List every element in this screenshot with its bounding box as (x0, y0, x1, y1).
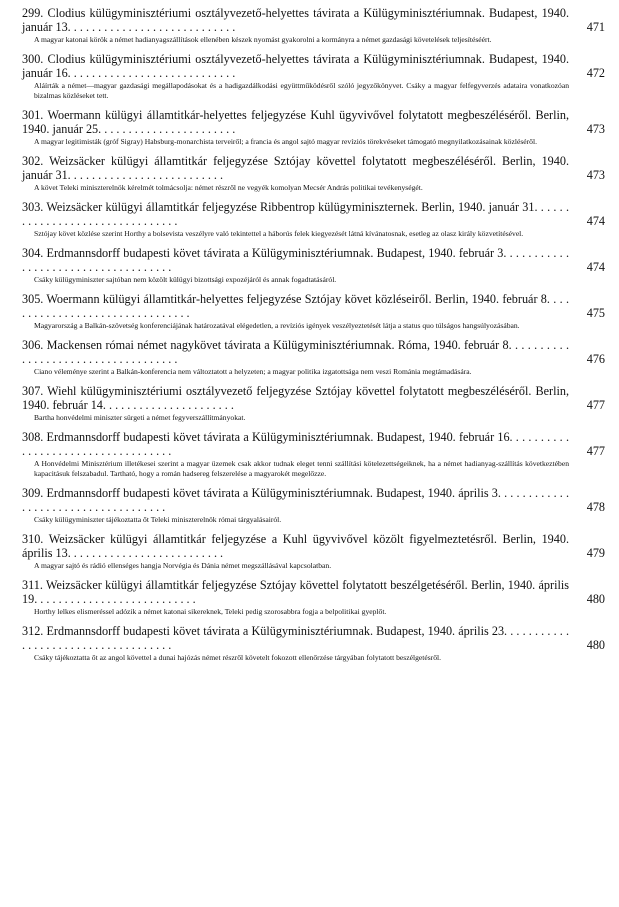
entry-page-number: 480 (586, 592, 605, 606)
entry-title: 311. Weizsäcker külügyi államtitkár feljegyzése Sztójay követtel folytatott beszélgetéséről. Berlin, 1940. április 19. . . . . . . . . . . . . . . . . . . . . . . . . . . (22, 578, 569, 606)
entry-heading (22, 532, 605, 560)
entry-summary: Csáky külügyminiszter tájékoztatta őt Teleki miniszterelnök római tárgyalásairól. (34, 515, 282, 524)
entry-page-number: 475 (586, 306, 605, 320)
entry-heading (22, 52, 605, 80)
entry-heading (22, 486, 605, 514)
entry-heading (22, 578, 605, 606)
entry-page-number: 480 (586, 638, 605, 652)
entry-title: 304. Erdmannsdorff budapesti követ távirata a Külügyminisztériumnak. Budapest, 1940. február 3. . . . . . . . . . . . . . . . . . . . . . . . . . . . . . . . . . . . (22, 246, 569, 274)
entry-heading (22, 338, 605, 366)
entry-summary: A magyar sajtó és rádió ellenséges hangja Norvégia és Dánia német megszállásával kapcsolatban. (34, 561, 332, 570)
entry-title: 308. Erdmannsdorff budapesti követ távirata a Külügyminisztériumnak. Budapest, 1940. február 16. . . . . . . . . . . . . . . . . . . . . . . . . . . . . . . . . . . (22, 430, 569, 458)
entry-page-number: 474 (586, 260, 605, 274)
entry-title: 300. Clodius külügyminisztériumi osztályvezető-helyettes távirata a Külügyminisztériumnak. Budapest, 1940. január 16. . . . . . . . . . . . . . . . . . . . . . . . . . . . (22, 52, 569, 80)
entry-heading (22, 430, 605, 458)
entry-summary: Csáky külügyminiszter sajtóban nem közölt külügyi bizottsági expozéjáról és annak fogadtatásáról. (34, 275, 337, 284)
entry-summary: Bartha honvédelmi miniszter sürgeti a német fegyverszállítmányokat. (34, 413, 246, 422)
toc-entry (22, 430, 605, 479)
entry-page-number: 477 (586, 444, 605, 458)
entry-summary: Horthy lelkes elismeréssel adózik a német katonai sikereknek, Teleki pedig szorosabbra fogja a belpolitikai gyeplőt. (34, 607, 387, 616)
toc-entry (22, 6, 605, 45)
entry-summary: Ciano véleménye szerint a Balkán-konferencia nem változtatott a helyzeten; a magyar politika izgatottsága nem veszi Románia megtámadására. (34, 367, 472, 376)
entry-heading (22, 624, 605, 652)
toc-entry (22, 200, 605, 239)
entry-title: 309. Erdmannsdorff budapesti követ távirata a Külügyminisztériumnak. Budapest, 1940. április 3. . . . . . . . . . . . . . . . . . . . . . . . . . . . . . . . . . . . (22, 486, 569, 514)
toc-entry (22, 486, 605, 525)
entry-summary: A magyar legitimisták (gróf Sigray) Habsburg-monarchista terveiről; a francia és angol sajtó magyar revíziós törekvéseket támogató megnyilatkozásainak közléséről. (34, 137, 537, 146)
toc-entry (22, 624, 605, 663)
entry-title: 305. Woermann külügyi államtitkár-helyettes feljegyzése Sztójay követ közléseiről. Berlin, 1940. február 8. . . . . . . . . . . . . . . . . . . . . . . . . . . . . . . . (22, 292, 569, 320)
toc-entry (22, 246, 605, 285)
entry-page-number: 474 (586, 214, 605, 228)
entry-page-number: 476 (586, 352, 605, 366)
toc-entry (22, 108, 605, 147)
entry-heading (22, 246, 605, 274)
entry-summary: A követ Teleki miniszterelnök kérelmét tolmácsolja: német részről ne vegyék komolyan Mecsér András politikai tevékenységét. (34, 183, 423, 192)
entry-page-number: 479 (586, 546, 605, 560)
entry-title: 302. Weizsäcker külügyi államtitkár feljegyzése Sztójay követtel folytatott megbeszéléséről. Berlin, 1940. január 31. . . . . . . . . . . . . . . . . . . . . . . . . . (22, 154, 569, 182)
entry-summary: Sztójay követ közlése szerint Horthy a bolsevista veszélyre való tekintettel a háborús felek kiegyezését látná kívánatosnak, esetleg az olasz király közvetítésével. (34, 229, 524, 238)
entry-title: 310. Weizsäcker külügyi államtitkár feljegyzése a Kuhl ügyvivővel közölt figyelmeztetésről. Berlin, 1940. április 13. . . . . . . . . . . . . . . . . . . . . . . . . . (22, 532, 569, 560)
entry-summary: Csáky tájékoztatta őt az angol követtel a dunai hajózás német részről követelt fokozott ellenőrzése tárgyában folytatott beszélgetésről. (34, 653, 442, 662)
toc-entry (22, 52, 605, 101)
entry-heading (22, 6, 605, 34)
entry-heading (22, 200, 605, 228)
entry-heading (22, 108, 605, 136)
entry-summary: Aláírták a német—magyar gazdasági megállapodásokat és a hadigazdálkodási együttműködésről szóló jegyzőkönyvet. Csáky a magyar felfegyverzés adataira vonatkozóan bizalmas közléseket tett. (34, 81, 569, 100)
entry-summary: Magyarország a Balkán-szövetség konferenciájának határozatával elégedetlen, a revíziós igények veszélyeztetését látja a status quo túlságos hangsúlyozásában. (34, 321, 520, 330)
entry-page-number: 472 (586, 66, 605, 80)
entry-page-number: 471 (586, 20, 605, 34)
entry-title: 303. Weizsäcker külügyi államtitkár feljegyzése Ribbentrop külügyminiszternek. Berlin, 1940. január 31. . . . . . . . . . . . . . . . . . . . . . . . . . . . . . . . (22, 200, 569, 228)
entry-title: 307. Wiehl külügyminisztériumi osztályvezető feljegyzése Sztójay követtel folytatott megbeszéléséről. Berlin, 1940. február 14. . . . . . . . . . . . . . . . . . . . . . (22, 384, 569, 412)
entry-heading (22, 292, 605, 320)
entry-page-number: 473 (586, 122, 605, 136)
entry-title: 301. Woermann külügyi államtitkár-helyettes feljegyzése Kuhl ügyvivővel folytatott megbeszéléséről. Berlin, 1940. január 25. . . . . . . . . . . . . . . . . . . . . . . (22, 108, 569, 136)
entry-title: 312. Erdmannsdorff budapesti követ távirata a Külügyminisztériumnak. Budapest, 1940. április 23. . . . . . . . . . . . . . . . . . . . . . . . . . . . . . . . . . . . (22, 624, 569, 652)
entry-summary: A Honvédelmi Minisztérium illetékesei szerint a magyar üzemek csak akkor tudnak eleget tenni szállítási kötelezettségeiknek, ha a német hadianyag-szállítás következtében kapacitásuk felszabadul. Tartható, hogy a román hadsereg felszerelése a magyarokét megelőzze. (34, 459, 569, 478)
toc-entry (22, 532, 605, 571)
entry-page-number: 478 (586, 500, 605, 514)
toc-entry (22, 578, 605, 617)
entry-heading (22, 154, 605, 182)
table-of-contents (22, 6, 605, 670)
entry-title: 299. Clodius külügyminisztériumi osztályvezető-helyettes távirata a Külügyminisztériumnak. Budapest, 1940. január 13. . . . . . . . . . . . . . . . . . . . . . . . . . . . (22, 6, 569, 34)
toc-entry (22, 384, 605, 423)
toc-entry (22, 154, 605, 193)
entry-heading (22, 384, 605, 412)
entry-summary: A magyar katonai körök a német hadianyagszállítások ellenében készek nyomást gyakorolni a kormányra a német gazdasági követelések teljesítéséért. (34, 35, 492, 44)
toc-entry (22, 338, 605, 377)
entry-page-number: 473 (586, 168, 605, 182)
entry-page-number: 477 (586, 398, 605, 412)
toc-entry (22, 292, 605, 331)
entry-title: 306. Mackensen római német nagykövet távirata a Külügyminisztériumnak. Róma, 1940. február 8. . . . . . . . . . . . . . . . . . . . . . . . . . . . . . . . . . . . (22, 338, 569, 366)
